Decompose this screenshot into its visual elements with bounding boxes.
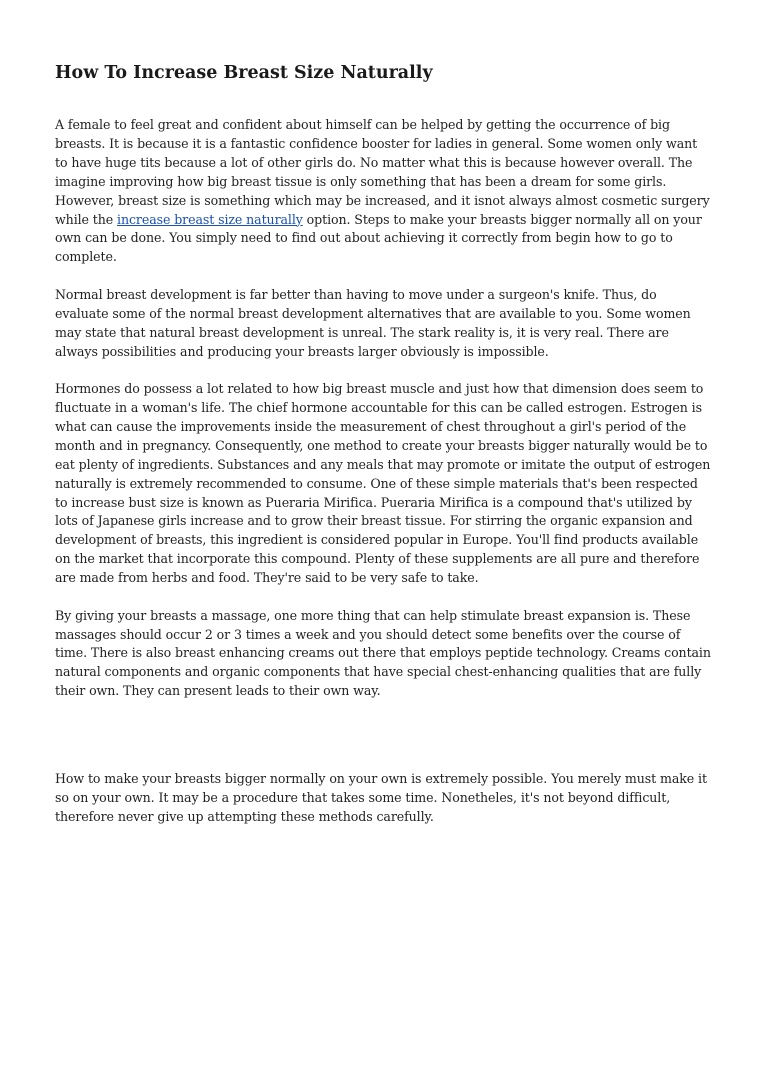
paragraph-4: By giving your breasts a massage, one more thing that can help stimulate breast expansion is. These massages should occur 2 or 3 times a week and you should detect some benefits over the course of time. There is also breast enhancing creams out there that employs peptide technology. Creams contain natural components and organic components that have special chest-enhancing qualities that are fully their own. They can present leads to their own way. — [55, 607, 711, 699]
paragraph-3: Hormones do possess a lot related to how big breast muscle and just how that dimension does seem to fluctuate in a woman's life. The chief hormone accountable for this can be called estrogen. Estrogen is what can cause the improvements inside the measurement of chest throughout a girl's period of the month and in pregnancy. Consequently, one method to create your breasts bigger naturally would be to eat plenty of ingredients. Substances and any meals that may promote or imitate the output of estrogen naturally is extremely recommended to consume. One of these simple materials that's been respected to increase bust size is known as Pueraria Mirifica. Pueraria Mirifica is a compound that's utilized by lots of Japanese girls increase and to grow their breast tissue. For stirring the organic expansion and development of breasts, this ingredient is considered popular in Europe. You'll find products available on the market that incorporate this compound. Plenty of these supplements are all pure and therefore are made from herbs and food. They're said to be very safe to take. — [55, 381, 711, 586]
increase-breast-size-link[interactable]: increase breast size naturally — [117, 211, 303, 227]
paragraph-1-before-link: A female to feel great and confident about himself can be helped by getting the occurrence of big breasts. It is because it is a fantastic confidence booster for ladies in general. Some women only want to have huge tits because a lot of other girls do. No matter what this is because however overall. The imagine improving how big breast tissue is only something that has been a dream for some girls. However, breast size is something which may be increased, and it isnot always almost cosmetic surgery while the — [55, 117, 710, 227]
document-page — [55, 60, 713, 845]
paragraph-5: How to make your breasts bigger normally on your own is extremely possible. You merely must make it so on your own. It may be a procedure that takes some time. Nonetheles, it's not beyond difficult, therefore never give up attempting these methods carefully. — [55, 770, 707, 824]
blank-gap — [55, 720, 713, 770]
paragraph-1 — [55, 116, 713, 267]
page-title: How To Increase Breast Size Naturally — [55, 63, 433, 83]
paragraph-2: Normal breast development is far better than having to move under a surgeon's knife. Thus, do evaluate some of the normal breast development alternatives that are available to you. Some women may state that natural breast development is unreal. The stark reality is, it is very real. There are always possibilities and producing your breasts larger obviously is impossible. — [55, 286, 691, 359]
paragraph-1-after-link: option. Steps to make your breasts bigger normally all on your own can be done. You simply need to find out about achieving it correctly from begin how to go to complete. — [55, 211, 702, 265]
